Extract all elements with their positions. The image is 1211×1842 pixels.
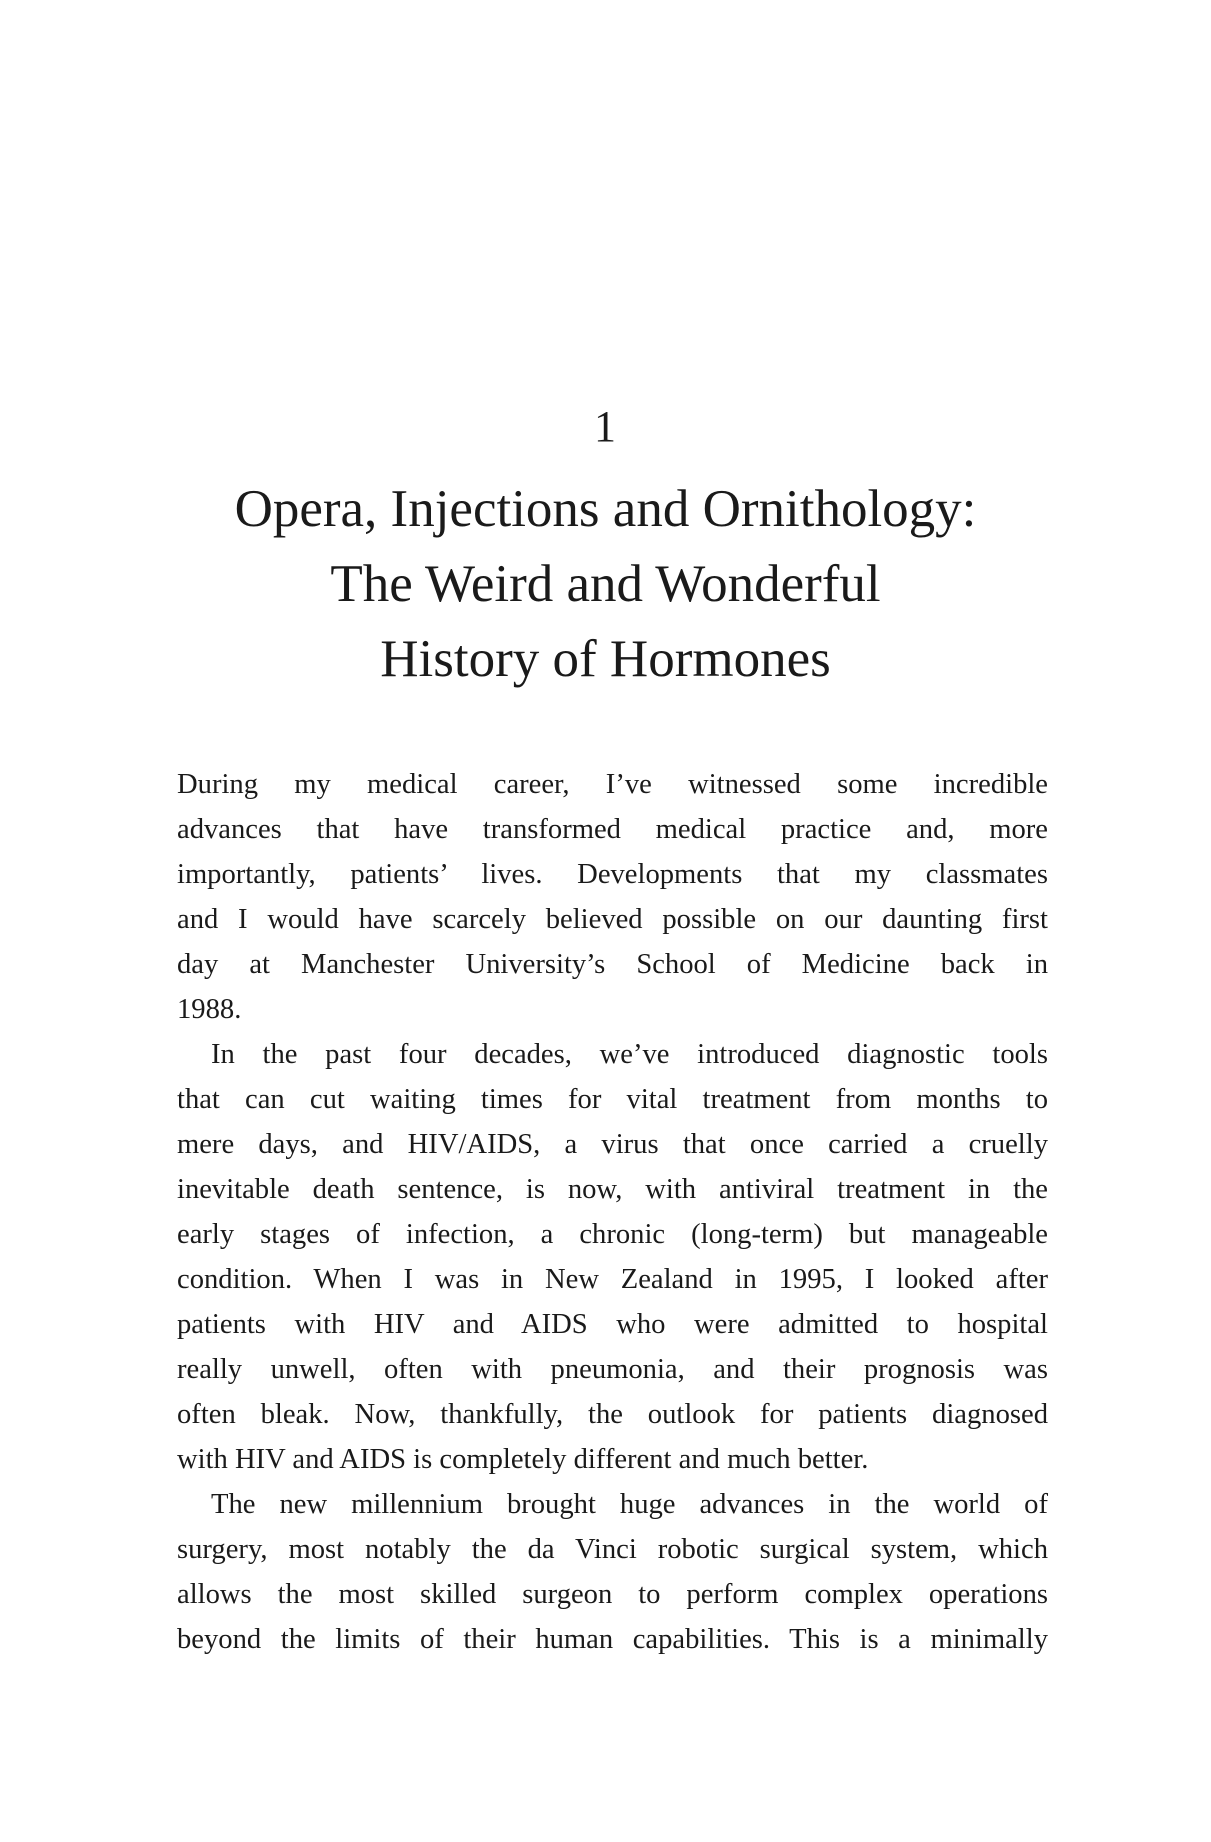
chapter-title (120, 472, 1091, 697)
paragraph (177, 1032, 1048, 1482)
text-line: day at Manchester University’s School of Medicine back in (177, 949, 1048, 980)
text-line: allows the most skilled surgeon to perform complex operations (177, 1579, 1048, 1610)
text-line: condition. When I was in New Zealand in 1995, I looked after (177, 1264, 1048, 1295)
text-line: beyond the limits of their human capabilities. This is a minimally (177, 1624, 1048, 1655)
chapter-number: 1 (594, 402, 617, 451)
paragraph (177, 1482, 1048, 1662)
text-line: In the past four decades, we’ve introduced diagnostic tools (211, 1039, 1048, 1070)
paragraph (177, 762, 1048, 1032)
text-line: really unwell, often with pneumonia, and their prognosis was (177, 1354, 1048, 1385)
text-line: early stages of infection, a chronic (long-term) but manageable (177, 1219, 1048, 1250)
text-line: advances that have transformed medical practice and, more (177, 814, 1048, 845)
text-line: often bleak. Now, thankfully, the outlook for patients diagnosed (177, 1399, 1048, 1430)
text-line: 1988. (177, 994, 242, 1025)
text-line: The new millennium brought huge advances in the world of (211, 1489, 1048, 1520)
chapter-title-line: History of Hormones (380, 630, 831, 688)
body-text (177, 762, 1048, 1662)
chapter-title-line: Opera, Injections and Ornithology: (234, 480, 977, 538)
chapter-title-line: The Weird and Wonderful (330, 555, 881, 613)
text-line: surgery, most notably the da Vinci robotic surgical system, which (177, 1534, 1048, 1565)
text-line: and I would have scarcely believed possible on our daunting first (177, 904, 1048, 935)
text-line: inevitable death sentence, is now, with antiviral treatment in the (177, 1174, 1048, 1205)
text-line: that can cut waiting times for vital treatment from months to (177, 1084, 1048, 1115)
text-line: mere days, and HIV/AIDS, a virus that once carried a cruelly (177, 1129, 1048, 1160)
text-line: patients with HIV and AIDS who were admitted to hospital (177, 1309, 1048, 1340)
text-line: During my medical career, I’ve witnessed some incredible (177, 769, 1048, 800)
text-line: importantly, patients’ lives. Developments that my classmates (177, 859, 1048, 890)
text-line: with HIV and AIDS is completely different and much better. (177, 1444, 869, 1475)
